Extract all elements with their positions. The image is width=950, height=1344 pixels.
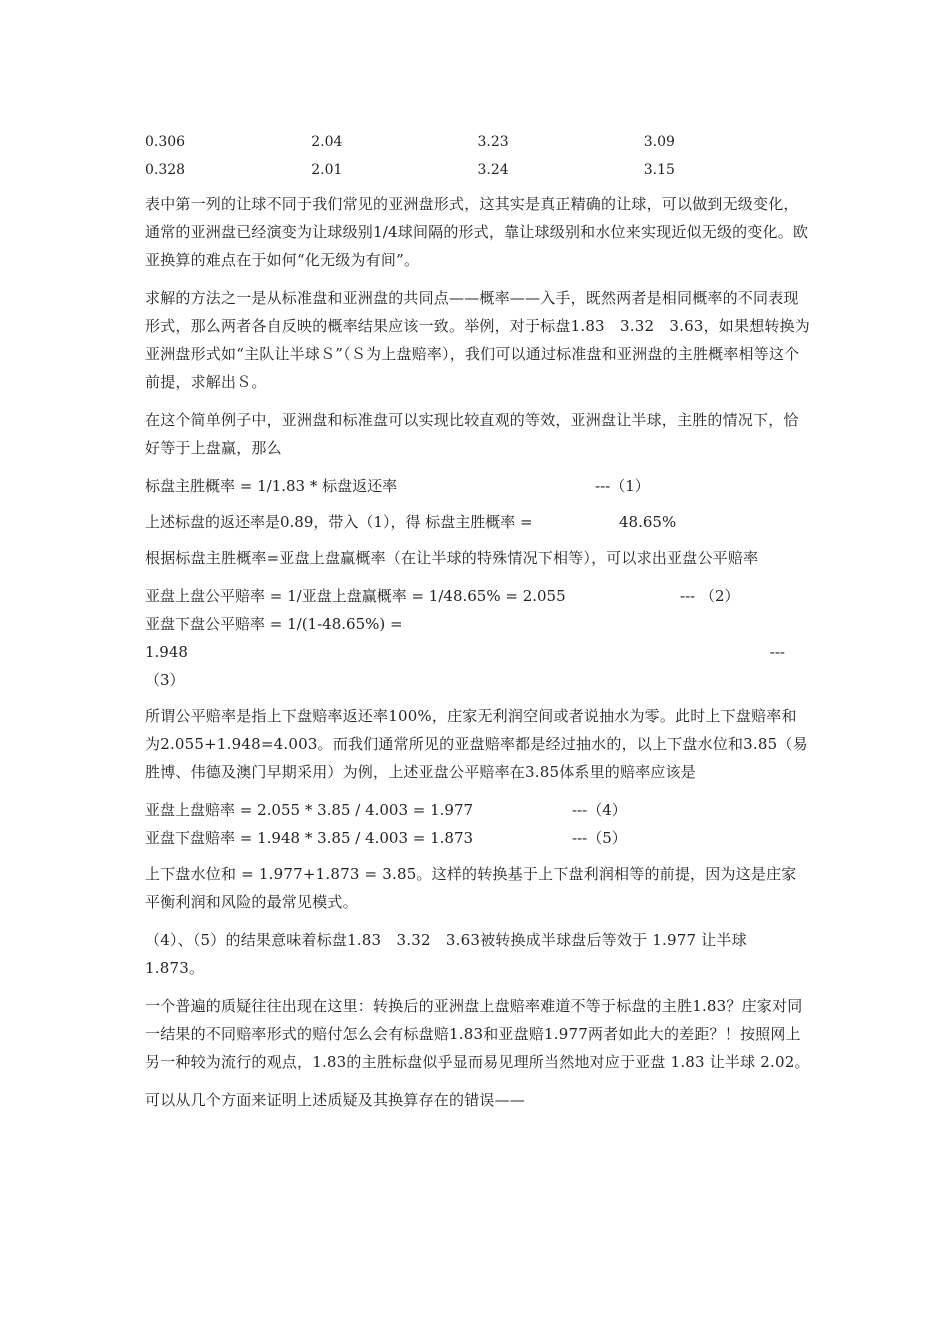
equation-3-dash: --- bbox=[769, 643, 785, 661]
paragraph-9: 一个普遍的质疑往往出现在这里：转换后的亚洲盘上盘赔率难道不等于标盘的主胜1.83？庄家对同一结果的不同赔率形式的赔付怎么会有标盘赔1.83和亚盘赔1.977两者如此大的差距？！按照网上另一种较为流行的观点，1.83的主胜标盘似乎显而易见理所当然地对应于亚盘 1.83 让半球 2.02。 bbox=[145, 997, 810, 1071]
table-cell: 3.23 bbox=[477, 134, 509, 150]
equation-3-tag: （3） bbox=[145, 671, 185, 689]
equation-4 bbox=[145, 796, 810, 824]
equation-2-left: 亚盘上盘公平赔率 = 1/亚盘上盘赢概率 = 1/48.65% = 2.055 bbox=[145, 587, 566, 605]
equation-3-line2 bbox=[145, 638, 785, 666]
paragraph-1: 表中第一列的让球不同于我们常见的亚洲盘形式，这其实是真正精确的让球，可以做到无级变化，通常的亚洲盘已经演变为让球级别1/4球间隔的形式，靠让球级别和水位来实现近似无级的变化。欧亚换算的难点在于如何“化无级为有间”。 bbox=[145, 195, 809, 269]
equation-1-left: 标盘主胜概率 = 1/1.83 * 标盘返还率 bbox=[145, 477, 398, 495]
table-row bbox=[145, 128, 810, 156]
table-cell: 0.306 bbox=[145, 134, 186, 150]
equation-5-tag: ---（5） bbox=[572, 829, 627, 847]
equation-2-tag: --- （2） bbox=[680, 587, 740, 605]
table-cell: 3.09 bbox=[643, 134, 675, 150]
table-row bbox=[145, 156, 810, 184]
paragraph-7: 上下盘水位和 = 1.977+1.873 = 3.85。这样的转换基于上下盘利润相等的前提，因为这是庄家平衡利润和风险的最常见模式。 bbox=[145, 865, 797, 911]
equation-5 bbox=[145, 824, 810, 852]
equation-5-left: 亚盘下盘赔率 = 1.948 * 3.85 / 4.003 = 1.873 bbox=[145, 829, 474, 847]
result-line bbox=[145, 508, 810, 536]
odds-table bbox=[145, 128, 810, 184]
paragraph-8: （4）、（5）的结果意味着标盘1.83 3.32 3.63被转换成半球盘后等效于 1.977 让半球 1.873。 bbox=[145, 931, 747, 977]
equation-2 bbox=[145, 582, 810, 610]
table-cell: 2.04 bbox=[311, 134, 343, 150]
result-line-left: 上述标盘的返还率是0.89，带入（1），得 标盘主胜概率 = bbox=[145, 513, 533, 531]
equation-1-tag: ---（1） bbox=[595, 477, 650, 495]
paragraph-2: 求解的方法之一是从标准盘和亚洲盘的共同点——概率——入手，既然两者是相同概率的不同表现形式，那么两者各自反映的概率结果应该一致。举例，对于标盘1.83 3.32 3.63，如果想转换为亚洲盘形式如“主队让半球Ｓ”（Ｓ为上盘赔率），我们可以通过标准盘和亚洲盘的主胜概率相等这个前提，求解出Ｓ。 bbox=[145, 289, 810, 391]
equation-3-value: 1.948 bbox=[145, 643, 188, 661]
table-cell: 3.15 bbox=[643, 162, 675, 178]
paragraph-3: 在这个简单例子中，亚洲盘和标准盘可以实现比较直观的等效，亚洲盘让半球，主胜的情况下，恰好等于上盘赢，那么 bbox=[145, 411, 799, 457]
table-cell: 2.01 bbox=[311, 162, 343, 178]
equation-4-left: 亚盘上盘赔率 = 2.055 * 3.85 / 4.003 = 1.977 bbox=[145, 801, 474, 819]
document-body bbox=[145, 128, 810, 1124]
table-cell: 3.24 bbox=[477, 162, 509, 178]
table-cell: 0.328 bbox=[145, 162, 186, 178]
paragraph-5: 根据标盘主胜概率=亚盘上盘赢概率（在让半球的特殊情况下相等），可以求出亚盘公平赔率 bbox=[145, 549, 759, 567]
equation-3-line1: 亚盘下盘公平赔率 = 1/(1-48.65%) = bbox=[145, 615, 403, 633]
equation-4-tag: ---（4） bbox=[572, 801, 627, 819]
paragraph-10: 可以从几个方面来证明上述质疑及其换算存在的错误—— bbox=[145, 1091, 526, 1109]
paragraph-6: 所谓公平赔率是指上下盘赔率返还率100%，庄家无利润空间或者说抽水为零。此时上下盘赔率和为2.055+1.948=4.003。而我们通常所见的亚盘赔率都是经过抽水的，以上下盘水位和3.85（易胜博、伟德及澳门早期采用）为例，上述亚盘公平赔率在3.85体系里的赔率应该是 bbox=[145, 707, 808, 781]
equation-1 bbox=[145, 472, 810, 500]
result-line-value: 48.65% bbox=[619, 513, 677, 531]
